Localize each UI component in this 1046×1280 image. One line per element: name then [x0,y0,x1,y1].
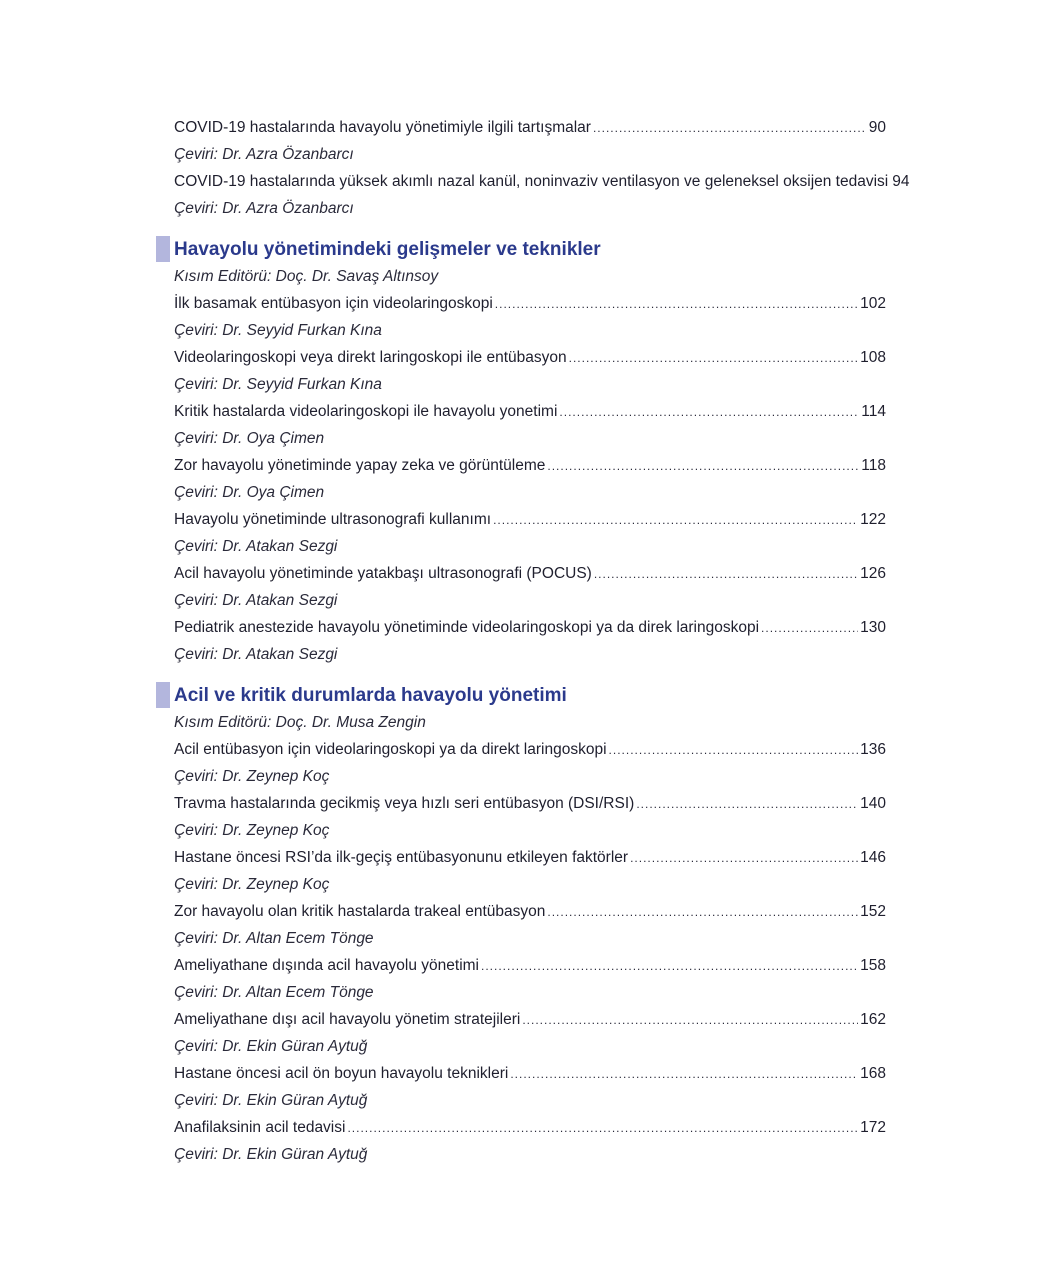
toc-entry[interactable] [174,1114,886,1141]
dot-leader [761,615,858,642]
entry-page-number: 114 [861,403,886,420]
entry-title: Pediatrik anestezide havayolu yönetiminde videolaringoskopi ya da direk laringoskopi [174,619,760,636]
toc-entry[interactable] [174,560,886,587]
entry-title: Havayolu yönetiminde ultrasonografi kullanımı [174,511,492,528]
entry-page-number: 168 [860,1065,886,1082]
toc-section [174,682,886,1168]
entry-translator: Çeviri: Dr. Ekin Güran Aytuğ [174,1146,368,1163]
toc-entry[interactable] [174,114,886,141]
toc-entry[interactable] [174,736,886,763]
entry-page-number: 136 [860,741,886,758]
entry-title: Acil entübasyon için videolaringoskopi ya da direkt laringoskopi [174,741,607,758]
dot-leader [481,953,858,980]
entry-translator: Çeviri: Dr. Oya Çimen [174,484,325,501]
section-marker [156,236,170,262]
section-heading-text: Havayolu yönetimindeki gelişmeler ve teknikler [174,239,601,260]
dot-leader [493,507,858,534]
entry-title: Ameliyathane dışında acil havayolu yönetimi [174,957,480,974]
entry-page-number: 126 [860,565,886,582]
entry-page-number: 102 [860,295,886,312]
entry-translator: Çeviri: Dr. Atakan Sezgi [174,538,338,555]
section-heading [174,236,886,264]
toc-entry[interactable] [174,1060,886,1087]
dot-leader [547,453,859,480]
toc-entry[interactable] [174,168,910,195]
table-of-contents [174,114,910,1168]
dot-leader [510,1061,858,1088]
entry-translator: Çeviri: Dr. Ekin Güran Aytuğ [174,1092,368,1109]
entry-page-number: 152 [860,903,886,920]
section-marker [156,682,170,708]
toc-entry[interactable] [174,790,886,817]
entry-title: Zor havayolu olan kritik hastalarda trakeal entübasyon [174,903,546,920]
entry-title: Videolaringoskopi veya direkt laringoskopi ile entübasyon [174,349,567,366]
entry-title: İlk basamak entübasyon için videolaringoskopi [174,295,493,312]
entry-title: COVID-19 hastalarında havayolu yönetimiyle ilgili tartışmalar [174,119,591,136]
section-editor: Kısım Editörü: Doç. Dr. Savaş Altınsoy [174,268,439,285]
entry-page-number: 108 [860,349,886,366]
entry-title: Zor havayolu yönetiminde yapay zeka ve görüntüleme [174,457,546,474]
entry-translator: Çeviri: Dr. Azra Özanbarcı [174,146,354,163]
entry-page-number: 122 [860,511,886,528]
entry-translator: Çeviri: Dr. Seyyid Furkan Kına [174,376,382,393]
toc-entry[interactable] [174,1006,886,1033]
entry-title: Travma hastalarında gecikmiş veya hızlı seri entübasyon (DSI/RSI) [174,795,635,812]
dot-leader [630,845,858,872]
entry-page-number: 162 [860,1011,886,1028]
section-heading-text: Acil ve kritik durumlarda havayolu yönetimi [174,685,567,706]
dot-leader [636,791,858,818]
toc-entry[interactable] [174,506,886,533]
toc-entry[interactable] [174,898,886,925]
dot-leader [559,399,859,426]
section-editor: Kısım Editörü: Doç. Dr. Musa Zengin [174,714,426,731]
entry-title: Hastane öncesi RSI’da ilk-geçiş entübasyonunu etkileyen faktörler [174,849,629,866]
dot-leader [347,1115,858,1142]
dot-leader [547,899,858,926]
entry-page-number: 94 [892,173,910,190]
entry-page-number: 118 [861,457,886,474]
entry-translator: Çeviri: Dr. Atakan Sezgi [174,646,338,663]
toc-entry[interactable] [174,614,886,641]
entry-translator: Çeviri: Dr. Ekin Güran Aytuğ [174,1038,368,1055]
toc-entry[interactable] [174,844,886,871]
entry-translator: Çeviri: Dr. Altan Ecem Tönge [174,984,374,1001]
entry-page-number: 130 [860,619,886,636]
entry-page-number: 146 [860,849,886,866]
entry-translator: Çeviri: Dr. Oya Çimen [174,430,325,447]
entry-translator: Çeviri: Dr. Zeynep Koç [174,768,330,785]
entry-page-number: 140 [860,795,886,812]
entry-page-number: 90 [868,119,886,136]
toc-entry[interactable] [174,952,886,979]
entry-translator: Çeviri: Dr. Azra Özanbarcı [174,200,354,217]
entry-title: Anafilaksinin acil tedavisi [174,1119,346,1136]
dot-leader [495,291,858,318]
entry-title: Kritik hastalarda videolaringoskopi ile havayolu yonetimi [174,403,558,420]
entry-title: COVID-19 hastalarında yüksek akımlı nazal kanül, noninvaziv ventilasyon ve geleneksel oksijen tedavisi [174,173,889,190]
entry-translator: Çeviri: Dr. Zeynep Koç [174,876,330,893]
dot-leader [609,737,859,764]
entry-title: Hastane öncesi acil ön boyun havayolu teknikleri [174,1065,509,1082]
dot-leader [569,345,859,372]
section-heading [174,682,886,710]
dot-leader [594,561,858,588]
toc-entry[interactable] [174,452,886,479]
dot-leader [593,115,867,142]
toc-entry[interactable] [174,344,886,371]
entry-translator: Çeviri: Dr. Zeynep Koç [174,822,330,839]
entry-translator: Çeviri: Dr. Seyyid Furkan Kına [174,322,382,339]
entry-title: Acil havayolu yönetiminde yatakbaşı ultrasonografi (POCUS) [174,565,592,582]
toc-entry[interactable] [174,398,886,425]
toc-section [174,236,886,668]
entry-page-number: 172 [860,1119,886,1136]
dot-leader [522,1007,858,1034]
entry-translator: Çeviri: Dr. Atakan Sezgi [174,592,338,609]
toc-entry[interactable] [174,290,886,317]
entry-title: Ameliyathane dışı acil havayolu yönetim stratejileri [174,1011,521,1028]
entry-translator: Çeviri: Dr. Altan Ecem Tönge [174,930,374,947]
entry-page-number: 158 [860,957,886,974]
